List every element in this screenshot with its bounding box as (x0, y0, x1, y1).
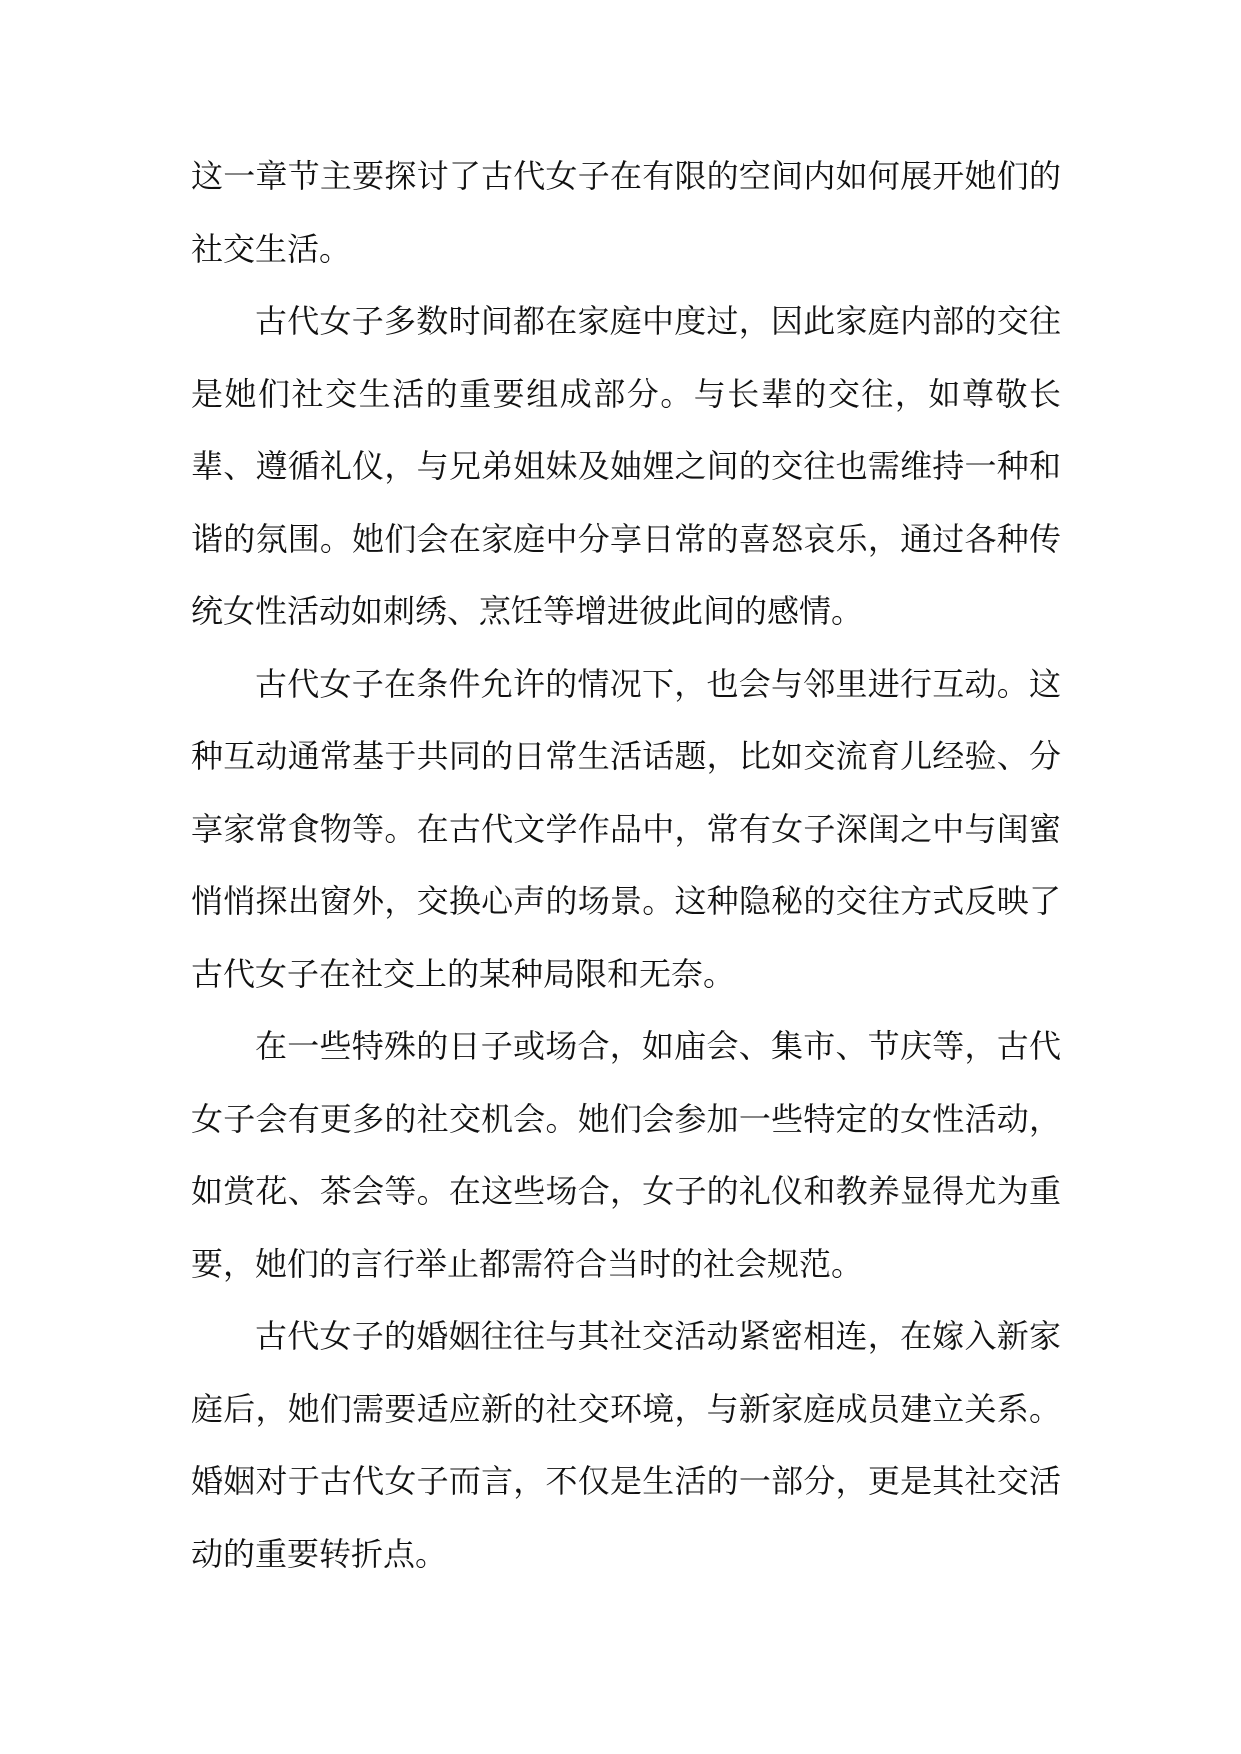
paragraph-1: 这一章节主要探讨了古代女子在有限的空间内如何展开她们的社交生活。 (191, 157, 1061, 268)
paragraph-2: 古代女子多数时间都在家庭中度过，因此家庭内部的交往是她们社交生活的重要组成部分。与长辈的交往，如尊敬长辈、遵循礼仪，与兄弟姐妹及妯娌之间的交往也需维持一种和谐的氛围。她们会在家庭中分享日常的喜怒哀乐，通过各种传统女性活动如刺绣、烹饪等增进彼此间的感情。 (191, 302, 1061, 630)
paragraph-3: 古代女子在条件允许的情况下，也会与邻里进行互动。这种互动通常基于共同的日常生活话题，比如交流育儿经验、分享家常食物等。在古代文学作品中，常有女子深闺之中与闺蜜悄悄探出窗外，交换心声的场景。这种隐秘的交往方式反映了古代女子在社交上的某种局限和无奈。 (191, 664, 1061, 993)
body-text (191, 140, 1061, 1590)
paragraph-4: 在一些特殊的日子或场合，如庙会、集市、节庆等，古代女子会有更多的社交机会。她们会参加一些特定的女性活动，如赏花、茶会等。在这些场合，女子的礼仪和教养显得尤为重要，她们的言行举止都需符合当时的社会规范。 (191, 1027, 1061, 1283)
paragraph-5: 古代女子的婚姻往往与其社交活动紧密相连，在嫁入新家庭后，她们需要适应新的社交环境，与新家庭成员建立关系。婚姻对于古代女子而言，不仅是生活的一部分，更是其社交活动的重要转折点。 (191, 1317, 1061, 1573)
